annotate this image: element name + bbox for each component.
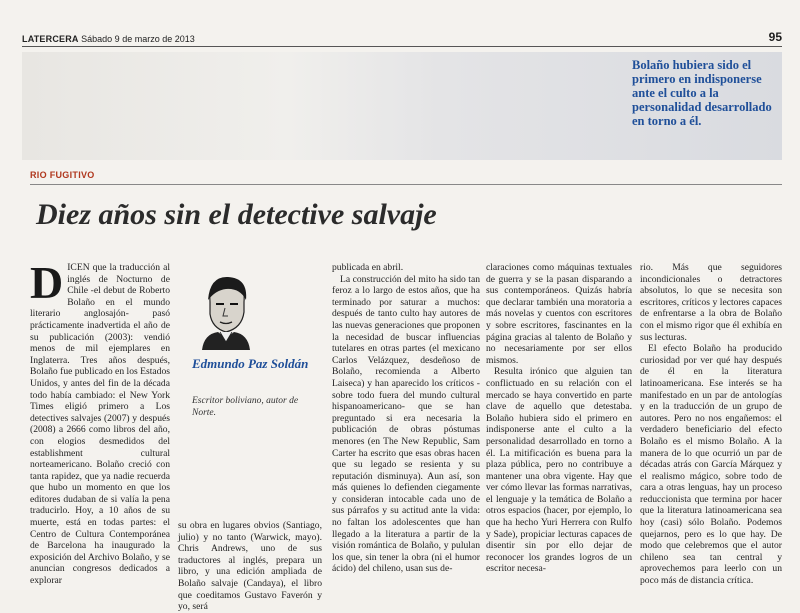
top-rule	[22, 46, 782, 47]
article-column-3	[332, 262, 480, 575]
masthead	[22, 34, 195, 44]
article-column-1	[30, 257, 170, 587]
issue-date: Sábado 9 de marzo de 2013	[81, 34, 195, 44]
column-5-paragraph: rio. Más que seguidores incondicionales o detractores absolutos, lo que se necesita son escritores, críticos y lectores capaces de enfrentarse a la obra de Bolaño con el mismo rigor que él exhibía en sus lecturas.	[640, 262, 782, 343]
section-rule	[30, 184, 782, 185]
author-box	[178, 262, 322, 512]
column-3-paragraph: publicada en abril.	[332, 262, 404, 273]
column-2-text: su obra en lugares obvios (Santiago, julio) y no tanto (Warwick, mayo). Chris Andrews, uno de sus traductores al inglés, prepara un libro, y una edición ampliada de Bolaño salvaje (Candaya), el libro que coeditamos Gustavo Faverón y yo, será	[178, 520, 322, 613]
column-3-paragraph: La construcción del mito ha sido tan feroz a lo largo de estos años, que ha terminado por saturar a muchos: después de tanto culto hay autores de las nuevas generaciones que proponen la necesidad de buscar influencias tutelares en otras partes (el mexicano Carlos Velázquez, desdeñoso de Bolaño, recomienda a Alberto Laiseca) y han aparecido los críticos -sobre todo fuera del mundo cultural hispanoamericano- que se han preguntado si era necesaria la publicación de obras póstumas menores (en The New Republic, Sam Carter ha escrito que esas obras hacen que su legado se resienta y su reputación disminuya). Aun así, son más quienes lo defienden ciegamente y consideran intocable cada uno de sus párrafos y su actitud ante la vida: no faltan los adolescentes que han llegado a la literatura a partir de la visión romántica de Bolaño, y pululan los que, sin tener la obra (ni el humor ácido) del chileno, usan sus de-	[332, 273, 480, 575]
pull-quote: Bolaño hubiera sido el primero en indisponerse ante el culto a la personalidad desarrollado en torno a él.	[632, 58, 772, 128]
article-column-5	[640, 262, 782, 587]
article-column-4	[486, 262, 632, 575]
author-name: Edmundo Paz Soldán	[192, 356, 309, 371]
article-column-2	[178, 520, 322, 613]
author-portrait-icon	[196, 272, 256, 350]
column-4-paragraph: Resulta irónico que alguien tan conflictuado en su relación con el mercado se haya convertido en parte clave de aquello que detestaba. Bolaño hubiera sido el primero en indisponerse ante el culto a la personalidad desarrollado en torno a él. La mitificación es buena para la plaza pública, pero no contribuye a mantener una obra vigente. Hay que ver cómo llevar las formas narrativas, el lenguaje y la temática de Bolaño a otros espacios (hacer, por ejemplo, lo que ha hecho Yuri Herrera con Rulfo y Sade), propiciar lecturas capaces de disentir sin por ello dejar de reconocer los grandes logros de un escritor necesa-	[486, 366, 632, 575]
headline: Diez años sin el detective salvaje	[36, 198, 437, 231]
page-number: 95	[768, 30, 782, 44]
paper-name: LATERCERA	[22, 34, 79, 44]
section-tag: RIO FUGITIVO	[30, 170, 95, 180]
column-4-paragraph: claraciones como máquinas textuales de guerra y se la pasan disparando a sus contemporáneos. Quizás habría que declarar también una moratoria a más novelas y cuentos con escritores y sobre escritores, fascinantes en la página gracias al talento de Bolaño y no necesariamente por ser ellos mismos.	[486, 262, 632, 366]
column-1-text: ICEN que la traducción al inglés de Nocturno de Chile -el debut de Roberto Bolaño en el mundo literario anglosajón- pasó prácticamente inadvertida el año de su publicación (2003): vendió menos de mil ejemplares en Inglaterra. Tres años después, Bolaño fue publicado en los Estados Unidos, y antes del fin de la década todo había cambiado: el New York Times eligió primero a Los detectives salvajes (2007) y después (2008) a 2666 como libros del año, con elogios desmedidos del establishment cultural norteamericano. Bolaño creció con tanta rapidez, que ya nadie recuerda que hubo un momento en que los editores dudaban de si valía la pena traducirlo. Hoy, a 10 años de su muerte, está en todas partes: el Centro de Cultura Contemporánea de Barcelona ha inaugurado la exposición del Archivo Bolaño, y se anuncian congresos dedicados a explorar	[30, 262, 170, 587]
column-5-paragraph: El efecto Bolaño ha producido curiosidad por ver qué hay después de él en la literatura latinoamericana. Ese interés se ha manifestado en un par de antologías y en la traducción de un grupo de autores. Pero no nos engañemos: el verdadero beneficiario del efecto Bolaño es el mismo Bolaño. A la manera de lo que ocurrió un par de décadas atrás con García Márquez y el realismo mágico, sobre todo de cara a otras lenguas, hay un proceso reduccionista que termina por hacer que la literatura latinoamericana sea hoy (casi) sólo Bolaño. Podemos quejarnos, pero es lo que hay. De modo que celebremos que el autor chileno sea tan central y aprovechemos para leerlo con un poco más de distancia crítica.	[640, 343, 782, 587]
author-description: Escritor boliviano, autor de Norte.	[192, 396, 299, 418]
drop-cap: D	[30, 257, 64, 308]
